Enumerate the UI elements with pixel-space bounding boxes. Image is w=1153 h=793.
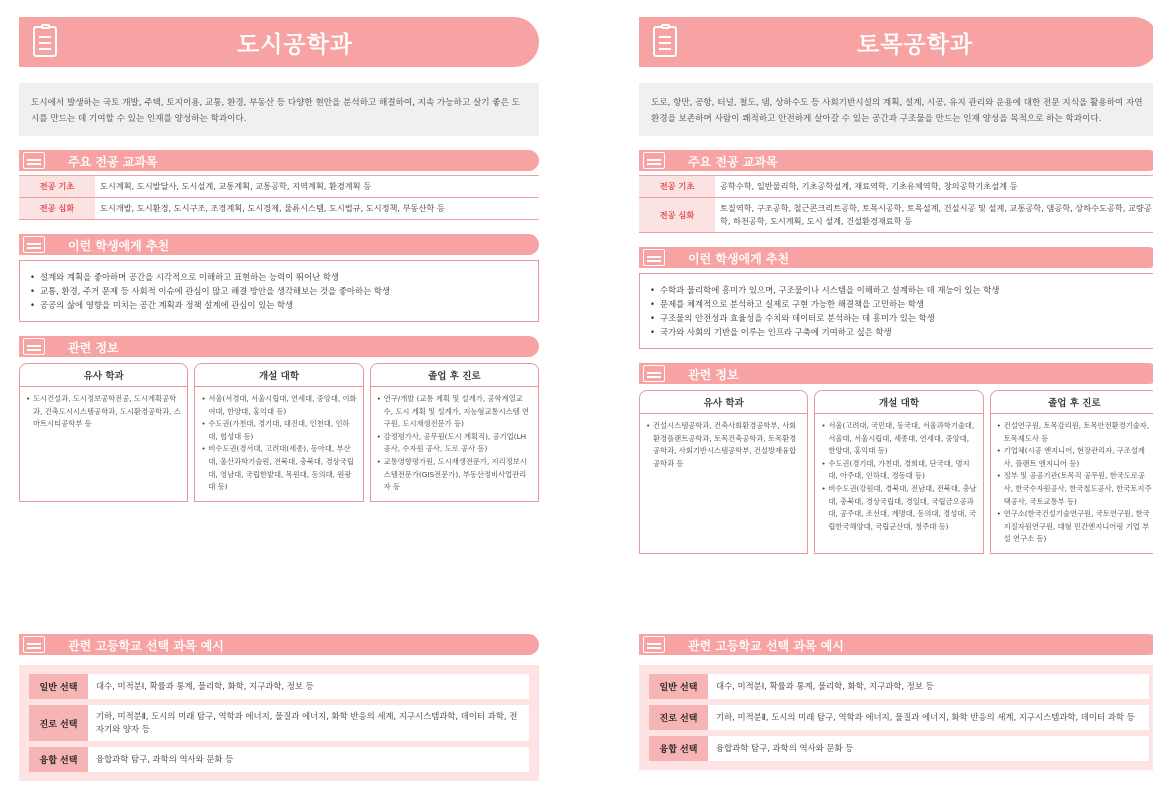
list-item: • 교통, 환경, 주거 문제 등 사회적 이슈에 관심이 많고 해결 방안을 생각해보는 것을 좋아하는 학생: [30, 284, 528, 298]
list-item: • 구조물의 안전성과 효율성을 수치와 데이터로 분석하는 데 흥미가 있는 학생: [650, 311, 1148, 325]
clipboard-icon: [653, 26, 677, 57]
similar-depts-column: 유사 학과 • 건설시스템공학과, 건축사회환경공학부, 사회환경플랜트공학과, 토목건축공학과, 토목환경공학과, 사회기반시스템공학부, 건설방재융합공학과 등: [639, 390, 808, 554]
chart-icon: [643, 365, 665, 382]
department-description: 도로, 항만, 공항, 터널, 철도, 댐, 상하수도 등 사회기반시설의 계획, 설계, 시공, 유지 관리와 운용에 대한 전문 지식을 활용하여 자연환경을 보존하며 사람이 쾌적하고 안전하게 살아갈 수 있는 공간과 구조물을 만드는 인재 양성을 목적으로 하는 학과이다.: [639, 83, 1153, 136]
section-header-majors: 주요 전공 교과목: [19, 150, 539, 171]
list-item: • 기업체(시공 엔지니어, 현장관리자, 구조설계사, 플랜트 엔지니어 등): [997, 445, 1152, 470]
list-item: • 연구소(한국건설기술연구원, 국토연구원, 한국지질자원연구원, 대형 민간엔지니어링 기업 부설 연구소 등): [997, 508, 1152, 546]
list-item: • 정부 및 공공기관(토목직 공무원, 한국도로공사, 한국수자원공사, 한국철도공사, 한국토지주택공사, 국토교통부 등): [997, 470, 1152, 508]
list-item: • 공공의 삶에 영향을 미치는 공간 계획과 정책 설계에 관심이 있는 학생: [30, 298, 528, 312]
highschool-courses: [639, 665, 1153, 770]
highschool-courses: [19, 665, 539, 781]
table-row: 진로 선택 기하, 미적분Ⅱ, 도시의 미래 탐구, 역학과 에너지, 물질과 에너지, 화학 반응의 세계, 지구시스템과학, 데이터 과학 등: [649, 705, 1149, 730]
table-row: 전공 기초 공학수학, 일반물리학, 기초공학설계, 재료역학, 기초유체역학, 창의공학기초설계 등: [639, 176, 1153, 198]
folder-icon: [643, 249, 665, 266]
title-banner: [19, 17, 539, 67]
career-column: 졸업 후 진로 • 연구/개발 (교통 계획 및 설계가, 공학계열교수, 도시 계획 및 설계가, 지능형교통시스템 연구원, 도시재생전문가 등) • 감정평가사, 공무원(도시 계획직), 공기업(LH 공사, 수자원 공사, 도로 공사 등) • 교통영향평가원, 도시재생전문가, 지리정보시스템전문가(GIS전문가), 부동산정비사업관리자 등: [370, 363, 539, 502]
chart-icon: [23, 338, 45, 355]
universities-column: 개설 대학 • 서울(서경대, 서울시립대, 연세대, 중앙대, 이화여대, 한양대, 홍익대 등) • 수도권(가천대, 경기대, 대진대, 인천대, 인하대, 협성대 등) • 비수도권(경서대, 고려대(세종), 동아대, 부산대, 울산과학기술원, 전북대, 충북대, 경상국립대, 영남대, 국립한밭대, 목원대, 동의대, 원광대 등): [194, 363, 363, 502]
list-item: • 수도권(경기대, 가천대, 경희대, 단국대, 명지대, 아주대, 인하대, 경동대 등): [821, 458, 976, 483]
section-header-recommend: 이런 학생에게 추천: [19, 234, 539, 255]
book-icon: [23, 636, 45, 653]
department-description: 도시에서 발생하는 국토 개발, 주택, 토지이용, 교통, 환경, 부동산 등 다양한 현안을 분석하고 해결하여, 지속 가능하고 살기 좋은 도시를 만드는 데 기여할 수 있는 인재를 양성하는 학과이다.: [19, 83, 539, 136]
table-row: 전공 심화 토질역학, 구조공학, 철근콘크리트공학, 토목시공학, 토목설계, 건설시공 및 설계, 교통공학, 댐공학, 상하수도공학, 교량공학, 하천공학, 도시계획, 도시 설계, 건설환경재료학 등: [639, 198, 1153, 233]
list-item: • 문제를 체계적으로 분석하고 실제로 구현 가능한 해결책을 고민하는 학생: [650, 297, 1148, 311]
list-item: • 비수도권(강원대, 경북대, 전남대, 전북대, 충남대, 충북대, 경상국립대, 경일대, 국립금오공과대, 공주대, 조선대, 계명대, 동의대, 경성대, 국립한국해양대, 국립군산대, 청주대 등): [821, 483, 976, 533]
list-item: • 수도권(가천대, 경기대, 대진대, 인천대, 인하대, 협성대 등): [201, 418, 356, 443]
related-info: [639, 390, 1153, 554]
section-header-info: 관련 정보: [19, 336, 539, 357]
right-page: [639, 0, 1153, 755]
page-title: 토목공학과: [857, 32, 974, 58]
table-row: 일반 선택 대수, 미적분Ⅰ, 확률과 통계, 물리학, 화학, 지구과학, 정보 등: [29, 674, 529, 699]
list-item: • 설계와 계획을 좋아하며 공간을 시각적으로 이해하고 표현하는 능력이 뛰어난 학생: [30, 270, 528, 284]
table-row: 융합 선택 융합과학 탐구, 과학의 역사와 문화 등: [29, 747, 529, 772]
list-item: • 연구/개발 (교통 계획 및 설계가, 공학계열교수, 도시 계획 및 설계가, 지능형교통시스템 연구원, 도시재생전문가 등): [377, 393, 532, 431]
list-item: • 감정평가사, 공무원(도시 계획직), 공기업(LH 공사, 수자원 공사, 도로 공사 등): [377, 431, 532, 456]
table-row: 융합 선택 융합과학 탐구, 과학의 역사와 문화 등: [649, 736, 1149, 761]
book-icon: [643, 636, 665, 653]
table-row: 전공 기초 도시계획, 도시발달사, 도시설계, 교통계획, 교통공학, 지역계획, 환경계획 등: [19, 176, 539, 198]
list-item: • 서울(고려대, 국민대, 동국대, 서울과학기술대, 서울대, 서울시립대, 세종대, 연세대, 중앙대, 한양대, 홍익대 등): [821, 420, 976, 458]
section-header-info: 관련 정보: [639, 363, 1153, 384]
list-item: • 수학과 물리학에 흥미가 있으며, 구조물이나 시스템을 이해하고 설계하는 데 재능이 있는 학생: [650, 283, 1148, 297]
list-item: • 서울(서경대, 서울시립대, 연세대, 중앙대, 이화여대, 한양대, 홍익대 등): [201, 393, 356, 418]
section-header-majors: 주요 전공 교과목: [639, 150, 1153, 171]
notebook-icon: [23, 152, 45, 169]
recommend-list: [639, 273, 1153, 349]
section-header-highschool: 관련 고등학교 선택 과목 예시: [19, 634, 539, 655]
major-courses-table: [19, 175, 539, 220]
major-courses-table: [639, 175, 1153, 233]
page-title: 도시공학과: [237, 32, 354, 58]
list-item: • 도시건설과, 도시정보공학전공, 도시계획공학과, 건축도시시스템공학과, 도시환경공학과, 스마트시티공학부 등: [26, 393, 181, 431]
title-banner: [639, 17, 1153, 67]
list-item: • 국가와 사회의 기반을 이루는 인프라 구축에 기여하고 싶은 학생: [650, 325, 1148, 339]
left-page: [19, 0, 539, 766]
notebook-icon: [643, 152, 665, 169]
table-row: 일반 선택 대수, 미적분Ⅰ, 확률과 통계, 물리학, 화학, 지구과학, 정보 등: [649, 674, 1149, 699]
section-header-recommend: 이런 학생에게 추천: [639, 247, 1153, 268]
clipboard-icon: [33, 26, 57, 57]
recommend-list: [19, 260, 539, 322]
folder-icon: [23, 236, 45, 253]
related-info: [19, 363, 539, 502]
list-item: • 건설시스템공학과, 건축사회환경공학부, 사회환경플랜트공학과, 토목건축공학과, 토목환경공학과, 사회기반시스템공학부, 건설방재융합공학과 등: [646, 420, 801, 470]
career-column: 졸업 후 진로 • 건설연구원, 토목감리원, 토목안전환경기술자, 토목제도사 등 • 기업체(시공 엔지니어, 현장관리자, 구조설계사, 플랜트 엔지니어 등) • 정부 및 공공기관(토목직 공무원, 한국도로공사, 한국수자원공사, 한국철도공사, 한국토지주택공사, 국토교통부 등) • 연구소(한국건설기술연구원, 국토연구원, 한국지질자원연구원, 대형 민간엔지니어링 기업 부설 연구소 등): [990, 390, 1153, 554]
universities-column: 개설 대학 • 서울(고려대, 국민대, 동국대, 서울과학기술대, 서울대, 서울시립대, 세종대, 연세대, 중앙대, 한양대, 홍익대 등) • 수도권(경기대, 가천대, 경희대, 단국대, 명지대, 아주대, 인하대, 경동대 등) • 비수도권(강원대, 경북대, 전남대, 전북대, 충남대, 충북대, 경상국립대, 경일대, 국립금오공과대, 공주대, 조선대, 계명대, 동의대, 경성대, 국립한국해양대, 국립군산대, 청주대 등): [814, 390, 983, 554]
list-item: • 건설연구원, 토목감리원, 토목안전환경기술자, 토목제도사 등: [997, 420, 1152, 445]
similar-depts-column: 유사 학과 • 도시건설과, 도시정보공학전공, 도시계획공학과, 건축도시시스템공학과, 도시환경공학과, 스마트시티공학부 등: [19, 363, 188, 502]
list-item: • 교통영향평가원, 도시재생전문가, 지리정보시스템전문가(GIS전문가), 부동산정비사업관리자 등: [377, 456, 532, 494]
section-header-highschool: 관련 고등학교 선택 과목 예시: [639, 634, 1153, 655]
table-row: 진로 선택 기하, 미적분Ⅱ, 도시의 미래 탐구, 역학과 에너지, 물질과 에너지, 화학 반응의 세계, 지구시스템과학, 데이터 과학, 전자기와 양자 등: [29, 705, 529, 741]
table-row: 전공 심화 도시개발, 도시환경, 도시구조, 조경계획, 도시경제, 물류시스템, 도시법규, 도시정책, 부동산학 등: [19, 198, 539, 220]
list-item: • 비수도권(경서대, 고려대(세종), 동아대, 부산대, 울산과학기술원, 전북대, 충북대, 경상국립대, 영남대, 국립한밭대, 목원대, 동의대, 원광대 등): [201, 443, 356, 493]
